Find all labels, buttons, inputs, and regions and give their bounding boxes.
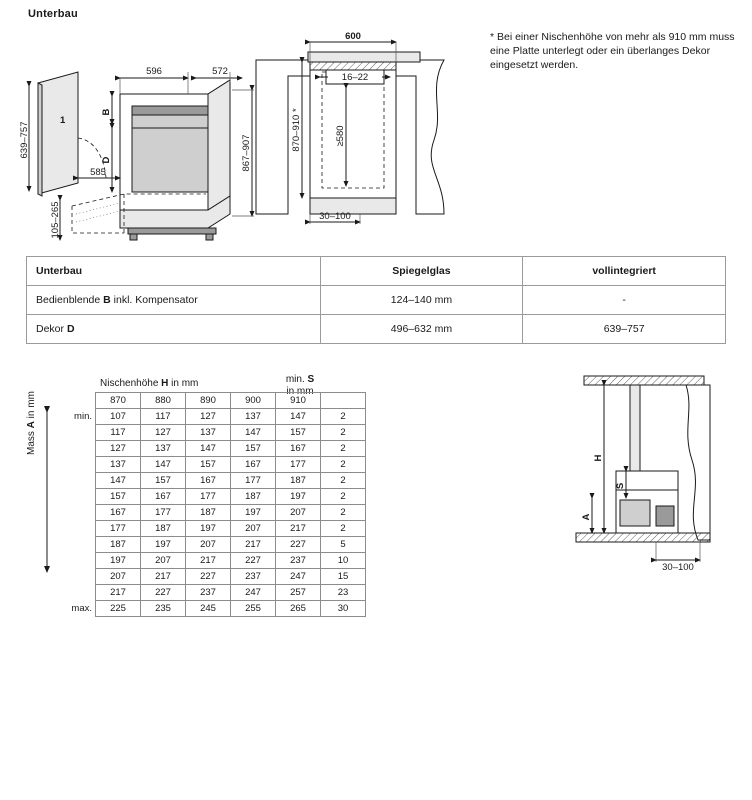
cell: 217	[276, 521, 321, 537]
measure-title-pre: Nischenhöhe	[100, 378, 162, 389]
cell: 207	[96, 569, 141, 585]
cell: 187	[276, 473, 321, 489]
measure-axis-label	[26, 391, 37, 455]
svg-text:596: 596	[146, 66, 162, 77]
cell-s: 5	[321, 537, 366, 553]
cell: 177	[186, 489, 231, 505]
table-row	[52, 457, 366, 473]
cell: 117	[96, 425, 141, 441]
cell-s: 2	[321, 441, 366, 457]
cell: 265	[276, 601, 321, 617]
row-label	[52, 489, 96, 505]
svg-text:639–757: 639–757	[19, 121, 30, 159]
cell: 167	[96, 505, 141, 521]
cell: 187	[231, 489, 276, 505]
table-row	[52, 585, 366, 601]
cell: 197	[231, 505, 276, 521]
svg-text:S: S	[615, 482, 626, 490]
table-header-row	[27, 257, 726, 286]
row-label	[52, 553, 96, 569]
cell: 217	[186, 553, 231, 569]
measure-col-910: 910	[276, 393, 321, 409]
table-row	[52, 441, 366, 457]
cell: 177	[231, 473, 276, 489]
table-row	[52, 569, 366, 585]
cell: 237	[186, 585, 231, 601]
cell: 217	[231, 537, 276, 553]
measure-title-bold: H	[161, 378, 169, 389]
measure-table-title	[100, 378, 198, 389]
spec-row-label-pre: Dekor	[36, 323, 67, 335]
table-row	[52, 601, 366, 617]
spec-row-label-bold: D	[66, 323, 75, 335]
mins-pre: min.	[285, 374, 308, 385]
cell: 157	[276, 425, 321, 441]
mins-bold: S	[307, 374, 315, 385]
svg-text:585: 585	[90, 167, 106, 178]
table-row	[52, 537, 366, 553]
cell: 247	[276, 569, 321, 585]
row-label	[52, 473, 96, 489]
axis-label-post: in mm	[26, 391, 37, 422]
cell: 167	[141, 489, 186, 505]
table-row	[27, 286, 726, 315]
measure-col-s	[321, 393, 366, 409]
drawing-detail-section	[560, 370, 730, 580]
cell-s: 2	[321, 521, 366, 537]
cell-s: 30	[321, 601, 366, 617]
cell: 157	[96, 489, 141, 505]
cell: 167	[186, 473, 231, 489]
cell: 157	[141, 473, 186, 489]
page-title: Unterbau	[28, 8, 78, 20]
svg-text:600: 600	[345, 31, 361, 42]
cell: 207	[186, 537, 231, 553]
cell: 187	[141, 521, 186, 537]
cell: 207	[141, 553, 186, 569]
cell-s: 2	[321, 489, 366, 505]
table-row	[52, 553, 366, 569]
spec-cell-spiegelglas: 124–140 mm	[320, 286, 523, 315]
cell: 147	[141, 457, 186, 473]
cell-s: 2	[321, 409, 366, 425]
measure-col-870: 870	[96, 393, 141, 409]
drawing-niche-right	[248, 28, 468, 228]
cell-s: 10	[321, 553, 366, 569]
cell: 117	[141, 409, 186, 425]
spec-cell-spiegelglas: 496–632 mm	[320, 315, 523, 344]
table-row	[52, 473, 366, 489]
cell: 217	[141, 569, 186, 585]
table-row	[52, 409, 366, 425]
row-label	[52, 585, 96, 601]
cell: 247	[231, 585, 276, 601]
measure-table-body	[52, 409, 366, 617]
cell: 107	[96, 409, 141, 425]
row-label	[52, 441, 96, 457]
table-row	[52, 489, 366, 505]
cell-s: 2	[321, 457, 366, 473]
measure-table	[52, 392, 366, 617]
svg-text:867–907: 867–907	[241, 134, 252, 172]
svg-text:30–100: 30–100	[662, 562, 694, 573]
cell: 255	[231, 601, 276, 617]
drawing-unterbau-left	[20, 28, 280, 243]
cell: 127	[141, 425, 186, 441]
cell: 147	[231, 425, 276, 441]
row-label: min.	[74, 411, 92, 422]
spec-row-label	[27, 286, 321, 315]
cell: 227	[186, 569, 231, 585]
cell: 137	[96, 457, 141, 473]
measure-title-post: in mm	[168, 378, 199, 389]
cell: 237	[276, 553, 321, 569]
row-label	[52, 457, 96, 473]
row-label	[52, 569, 96, 585]
cell: 257	[276, 585, 321, 601]
table-row	[52, 521, 366, 537]
measure-table-wrap	[52, 392, 366, 617]
measure-corner-cell	[52, 393, 96, 409]
spec-row-label-post: inkl. Kompensator	[110, 294, 198, 306]
spec-cell-vollintegriert: -	[523, 286, 726, 315]
spec-row-label-bold: B	[103, 294, 111, 306]
svg-text:≥580: ≥580	[335, 125, 346, 147]
svg-text:A: A	[581, 513, 592, 521]
spec-row-label	[27, 315, 321, 344]
svg-text:105–265: 105–265	[50, 201, 61, 239]
svg-text:H: H	[593, 454, 604, 462]
cell: 207	[276, 505, 321, 521]
cell: 207	[231, 521, 276, 537]
svg-text:572: 572	[212, 66, 228, 77]
table-row	[27, 315, 726, 344]
cell: 167	[231, 457, 276, 473]
cell-s: 15	[321, 569, 366, 585]
cell: 137	[141, 441, 186, 457]
spec-header-unterbau: Unterbau	[27, 257, 321, 286]
cell: 197	[276, 489, 321, 505]
table-row	[52, 505, 366, 521]
cell: 147	[186, 441, 231, 457]
cell: 225	[96, 601, 141, 617]
cell: 235	[141, 601, 186, 617]
cell-s: 2	[321, 505, 366, 521]
spec-header-spiegelglas: Spiegelglas	[320, 257, 523, 286]
spec-cell-vollintegriert: 639–757	[523, 315, 726, 344]
cell: 127	[96, 441, 141, 457]
cell: 217	[96, 585, 141, 601]
cell: 167	[276, 441, 321, 457]
cell: 177	[96, 521, 141, 537]
cell: 137	[186, 425, 231, 441]
cell: 227	[141, 585, 186, 601]
cell: 227	[231, 553, 276, 569]
row-label	[52, 537, 96, 553]
row-label: max.	[71, 603, 92, 614]
svg-text:B: B	[101, 108, 112, 116]
svg-text:1: 1	[60, 115, 66, 126]
cell-s: 23	[321, 585, 366, 601]
footnote-text: * Bei einer Nischenhöhe von mehr als 910 mm muss eine Platte unterlegt oder ein überlanges Dekor eingesetzt werden.	[490, 31, 735, 71]
cell: 147	[276, 409, 321, 425]
row-label	[52, 521, 96, 537]
svg-text:30–100: 30–100	[319, 211, 351, 222]
table-row	[52, 425, 366, 441]
spec-row-label-pre: Bedienblende	[36, 294, 104, 306]
cell: 187	[186, 505, 231, 521]
row-label	[52, 505, 96, 521]
spec-header-vollintegriert: vollintegriert	[523, 257, 726, 286]
cell: 237	[231, 569, 276, 585]
cell-s: 2	[321, 425, 366, 441]
cell: 137	[231, 409, 276, 425]
measure-col-880: 880	[141, 393, 186, 409]
cell: 127	[186, 409, 231, 425]
measure-header-row	[52, 393, 366, 409]
axis-label-bold: A	[26, 421, 37, 429]
cell: 157	[186, 457, 231, 473]
row-label	[52, 425, 96, 441]
cell: 245	[186, 601, 231, 617]
svg-text:16–22: 16–22	[341, 72, 369, 83]
svg-text:D: D	[101, 156, 112, 164]
axis-label-pre: Mass	[26, 428, 37, 455]
mins-unit: in mm	[286, 386, 314, 397]
spec-table	[26, 256, 726, 344]
measure-col-900: 900	[231, 393, 276, 409]
cell: 177	[141, 505, 186, 521]
cell: 197	[96, 553, 141, 569]
cell-s: 2	[321, 473, 366, 489]
svg-text:870–910 *: 870–910 *	[291, 108, 302, 152]
measure-col-890: 890	[186, 393, 231, 409]
cell: 187	[96, 537, 141, 553]
cell: 177	[276, 457, 321, 473]
cell: 197	[141, 537, 186, 553]
cell: 197	[186, 521, 231, 537]
cell: 157	[231, 441, 276, 457]
cell: 147	[96, 473, 141, 489]
cell: 227	[276, 537, 321, 553]
